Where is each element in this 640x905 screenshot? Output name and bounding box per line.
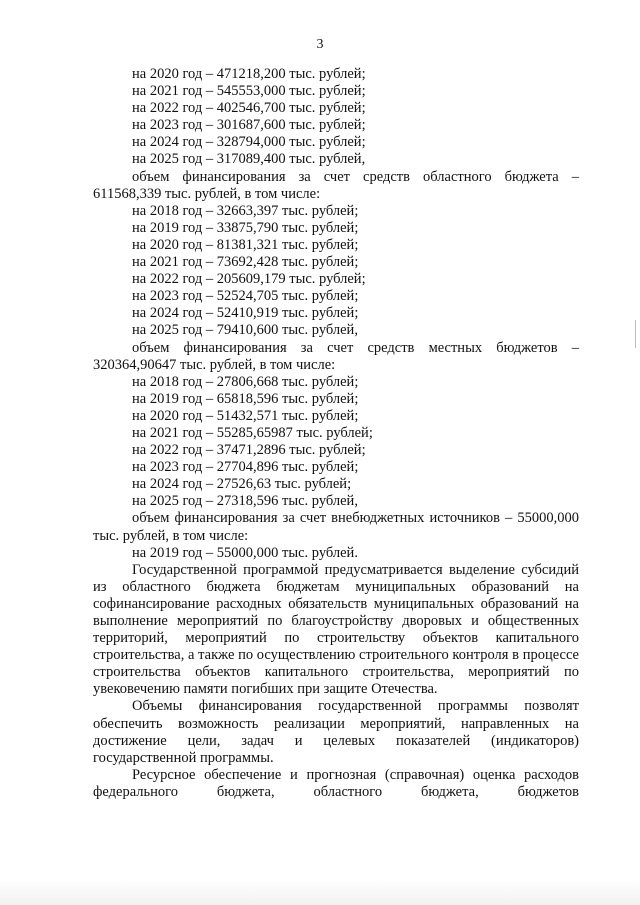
list-item: на 2025 год – 317089,400 тыс. рублей,: [132, 151, 366, 168]
funding-volumes-paragraph: Объемы финансирования государственной программы позволят обеспечить возможность реализации мероприятий, направленных на достижение цели, задач и целевых показателей (индикаторов) государственной программы.: [93, 698, 579, 766]
list-item: на 2023 год – 27704,896 тыс. рублей;: [132, 459, 359, 476]
list-item: на 2020 год – 51432,571 тыс. рублей;: [132, 407, 359, 424]
regional-years-list: [93, 203, 579, 340]
local-years-list: [93, 374, 579, 511]
scan-bottom-shade: [0, 879, 640, 905]
subsidies-paragraph: Государственной программой предусматривается выделение субсидий из областного бюджета бюджетам муниципальных образований на софинансирование расходных обязательств муниципальных образований на выполнение мероприятий по благоустройству дворовых и общественных территорий, мероприятий по строительству объектов капитального строительства, а также по осуществлению строительного контроля в процессе строительства объектов капитального строительства, мероприятий по увековечению памяти погибших при защите Отечества.: [93, 561, 579, 698]
list-item: на 2023 год – 52524,705 тыс. рублей;: [132, 288, 359, 305]
federal-years-list: [93, 66, 579, 169]
list-item: на 2019 год – 55000,000 тыс. рублей.: [132, 544, 358, 561]
regional-budget-intro: объем финансирования за счет средств областного бюджета – 611568,339 тыс. рублей, в том числе:: [93, 168, 579, 202]
list-item: на 2020 год – 471218,200 тыс. рублей;: [132, 66, 366, 82]
scan-edge-mark: [635, 320, 636, 348]
list-item: на 2021 год – 73692,428 тыс. рублей;: [132, 254, 359, 271]
page-body: [93, 66, 579, 801]
extrabudget-intro: объем финансирования за счет внебюджетных источников – 55000,000 тыс. рублей, в том числе:: [93, 510, 579, 544]
resource-provision-paragraph: Ресурсное обеспечение и прогнозная (справочная) оценка расходов федерального бюджета, областного бюджета, бюджетов: [93, 766, 579, 800]
list-item: на 2020 год – 81381,321 тыс. рублей;: [132, 236, 359, 253]
list-item: на 2025 год – 79410,600 тыс. рублей,: [132, 322, 358, 339]
list-item: на 2021 год – 55285,65987 тыс. рублей;: [132, 424, 373, 441]
list-item: на 2023 год – 301687,600 тыс. рублей;: [132, 117, 366, 134]
list-item: на 2022 год – 205609,179 тыс. рублей;: [132, 271, 366, 288]
list-item: на 2021 год – 545553,000 тыс. рублей;: [132, 83, 366, 100]
list-item: на 2018 год – 27806,668 тыс. рублей;: [132, 373, 359, 390]
list-item: на 2022 год – 37471,2896 тыс. рублей;: [132, 442, 366, 459]
local-budget-intro: объем финансирования за счет средств местных бюджетов – 320364,90647 тыс. рублей, в том числе:: [93, 339, 579, 373]
list-item: на 2024 год – 52410,919 тыс. рублей;: [132, 305, 359, 322]
list-item: на 2018 год – 32663,397 тыс. рублей;: [132, 202, 359, 219]
list-item: на 2024 год – 328794,000 тыс. рублей;: [132, 134, 366, 151]
list-item: на 2024 год – 27526,63 тыс. рублей;: [132, 476, 352, 493]
list-item: на 2019 год – 33875,790 тыс. рублей;: [132, 219, 359, 236]
list-item: на 2022 год – 402546,700 тыс. рублей;: [132, 100, 366, 117]
extrabudget-years-list: [93, 545, 579, 562]
list-item: на 2019 год – 65818,596 тыс. рублей;: [132, 390, 359, 407]
list-item: на 2025 год – 27318,596 тыс. рублей,: [132, 493, 358, 510]
page-number: 3: [316, 37, 324, 52]
